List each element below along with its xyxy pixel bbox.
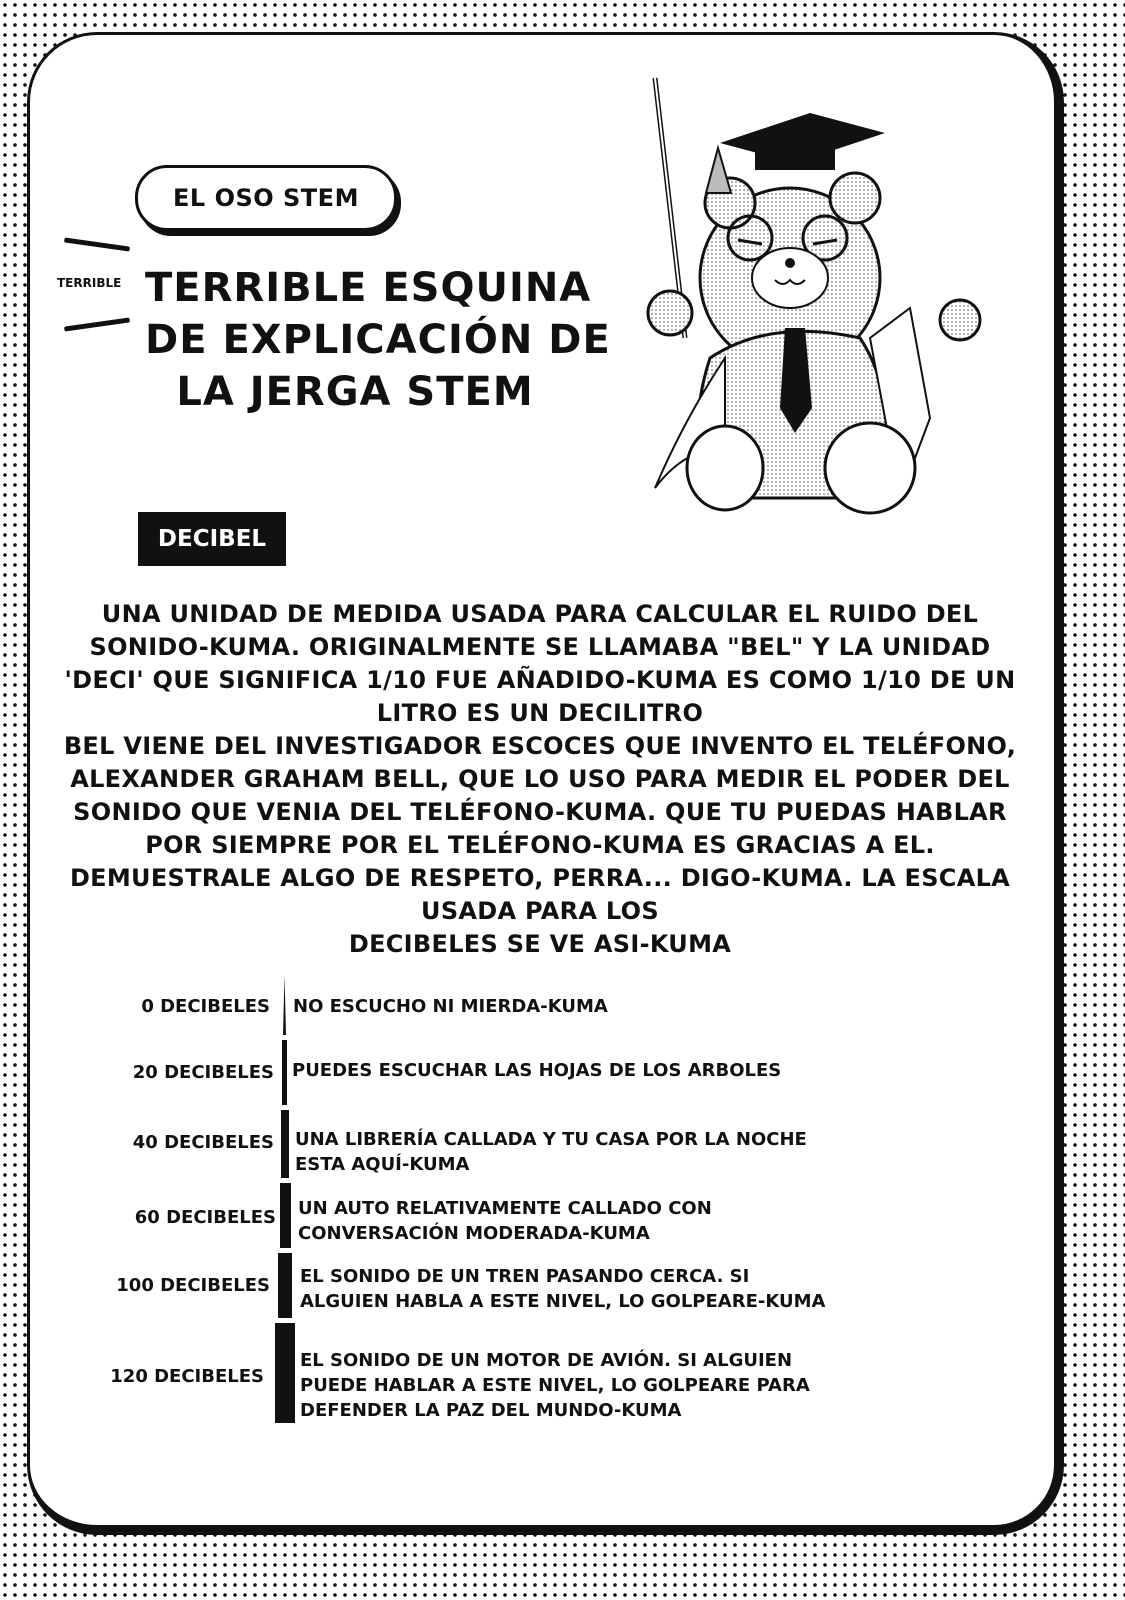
term-heading (138, 512, 286, 566)
definition-line: DEMUESTRALE ALGO DE RESPETO, PERRA... DIGO-KUMA. LA ESCALA (69, 864, 1011, 892)
scale-description (298, 1196, 712, 1246)
scale-bar-20 (282, 1040, 287, 1105)
definition-line: ALEXANDER GRAHAM BELL, QUE LO USO PARA MEDIR EL PODER DEL (70, 765, 1010, 793)
page-title (145, 262, 611, 418)
definition-line: BEL VIENE DEL INVESTIGADOR ESCOCES QUE INVENTO EL TELÉFONO, (63, 732, 1017, 760)
definition-line: UNA UNIDAD DE MEDIDA USADA PARA CALCULAR EL RUIDO DEL (101, 600, 979, 628)
scale-level: 60 DECIBELES (134, 1207, 276, 1228)
scale-description (292, 1058, 781, 1083)
section-badge (135, 165, 397, 231)
definition-line: POR SIEMPRE POR EL TELÉFONO-KUMA ES GRACIAS A EL. (145, 831, 935, 859)
badge-label: EL OSO STEM (173, 184, 359, 212)
definition-line: SONIDO-KUMA. ORIGINALMENTE SE LLAMABA "BEL" Y LA UNIDAD (89, 633, 991, 661)
scale-level: 40 DECIBELES (132, 1132, 274, 1153)
terrible-label: TERRIBLE (57, 276, 122, 290)
scale-level: 20 DECIBELES (132, 1062, 274, 1083)
title-line: DE EXPLICACIÓN DE (145, 317, 611, 363)
scale-description-line: NO ESCUCHO NI MIERDA-KUMA (293, 996, 608, 1017)
definition-line: LITRO ES UN DECILITRO (376, 699, 704, 727)
scale-description-line: EL SONIDO DE UN TREN PASANDO CERCA. SI (300, 1266, 750, 1287)
scale-description-line: DEFENDER LA PAZ DEL MUNDO-KUMA (300, 1400, 682, 1421)
scale-description (293, 994, 608, 1019)
scale-description-line: PUEDES ESCUCHAR LAS HOJAS DE LOS ARBOLES (292, 1060, 782, 1081)
scale-bar-120 (275, 1323, 295, 1423)
scale-description-line: ALGUIEN HABLA A ESTE NIVEL, LO GOLPEARE-KUMA (300, 1291, 826, 1312)
scale-description (300, 1348, 810, 1423)
scale-level: 100 DECIBELES (116, 1275, 270, 1296)
title-line: LA JERGA STEM (176, 369, 534, 415)
definition-line: 'DECI' QUE SIGNIFICA 1/10 FUE AÑADIDO-KUMA ES COMO 1/10 DE UN (64, 666, 1016, 694)
scale-level: 0 DECIBELES (141, 996, 270, 1017)
term-label: DECIBEL (157, 526, 267, 552)
title-line: TERRIBLE ESQUINA (145, 265, 592, 311)
definition-line: USADA PARA LOS (421, 897, 659, 925)
scale-bar-60 (280, 1183, 291, 1248)
scale-description-line: UN AUTO RELATIVAMENTE CALLADO CON (298, 1198, 712, 1219)
scale-description (300, 1264, 825, 1314)
definition-line: SONIDO QUE VENIA DEL TELÉFONO-KUMA. QUE TU PUEDAS HABLAR (73, 798, 1007, 826)
scale-bar-100 (278, 1253, 292, 1318)
scale-description-line: ESTA AQUÍ-KUMA (295, 1154, 470, 1175)
scale-level: 120 DECIBELES (110, 1366, 264, 1387)
scale-description-line: CONVERSACIÓN MODERADA-KUMA (298, 1223, 650, 1244)
scale-description-line: EL SONIDO DE UN MOTOR DE AVIÓN. SI ALGUIEN (300, 1350, 793, 1371)
scale-bar-40 (281, 1110, 289, 1178)
scale-description-line: PUEDE HABLAR A ESTE NIVEL, LO GOLPEARE PARA (300, 1375, 810, 1396)
scale-description-line: UNA LIBRERÍA CALLADA Y TU CASA POR LA NOCHE (295, 1129, 807, 1150)
definition-line: DECIBELES SE VE ASI-KUMA (348, 930, 732, 958)
definition-text (60, 598, 1020, 961)
bear-professor-illustration (630, 68, 990, 518)
scale-description (295, 1127, 807, 1177)
